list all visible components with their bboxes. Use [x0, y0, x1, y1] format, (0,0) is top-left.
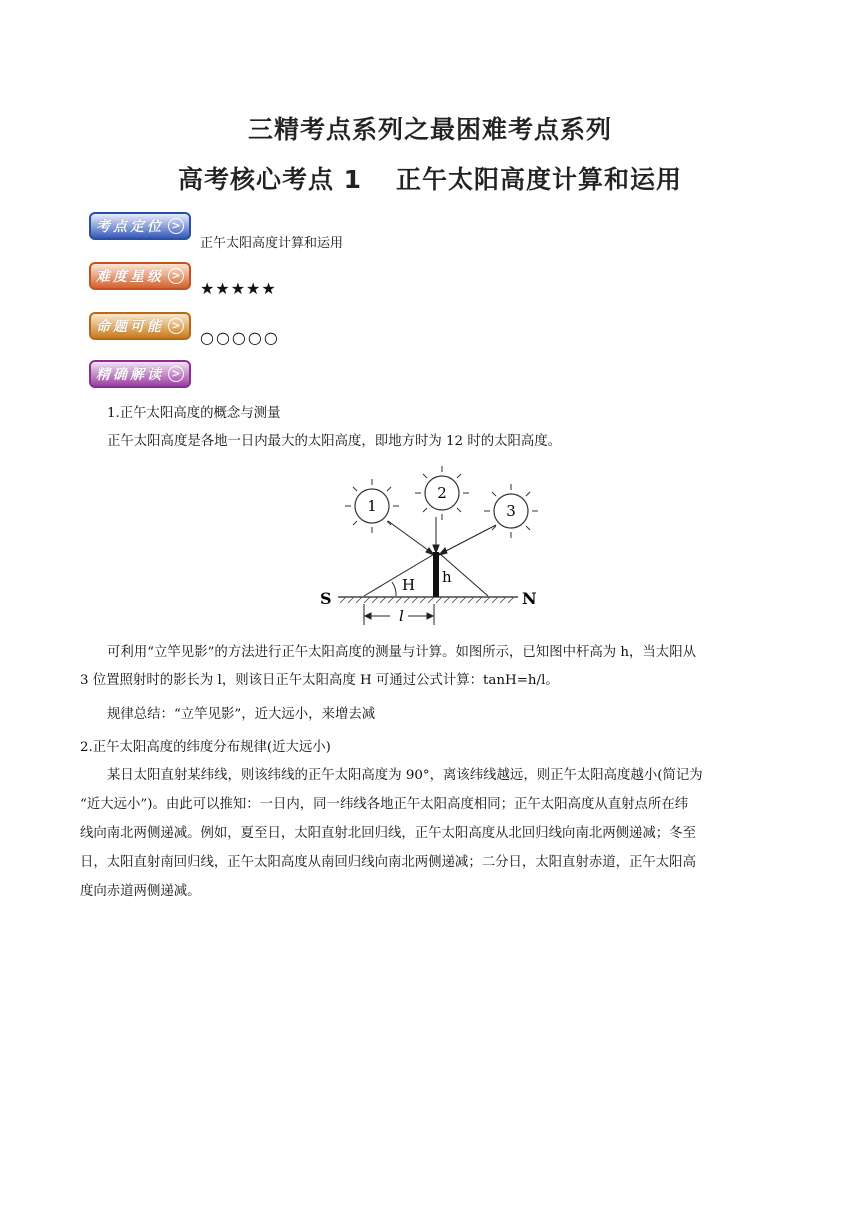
arrow-circle-icon: >	[168, 366, 184, 382]
subtitle-part-a: 高考核心考点 1	[177, 165, 363, 194]
sun-2-label: 2	[437, 484, 447, 502]
badge-interpretation-label: 精确解读	[96, 367, 164, 383]
pole	[433, 552, 439, 597]
angle-H-label: H	[402, 576, 416, 594]
sun-pole-diagram	[310, 455, 550, 627]
section1-heading: 1.正午太阳高度的概念与测量	[107, 406, 281, 421]
section2-line3: 线向南北两侧递减。例如，夏至日，太阳直射北回归线，正午太阳高度从北回归线向南北两侧递减；冬至	[80, 826, 696, 841]
badge-difficulty-label: 难度星级	[96, 269, 164, 285]
section1-paragraph2-line1: 可利用“立竿见影”的方法进行正午太阳高度的测量与计算。如图所示，已知图中杆高为 h，当太阳从	[107, 645, 696, 660]
arrow-circle-icon: >	[168, 268, 184, 284]
section2-line5: 度向赤道两侧递减。	[80, 884, 201, 899]
arrow-circle-icon: >	[168, 318, 184, 334]
length-l-label: l	[399, 607, 404, 625]
page-title: 三精考点系列之最困难考点系列	[247, 115, 612, 144]
badge-likelihood	[89, 312, 191, 340]
south-label: S	[320, 589, 332, 608]
sun-3-label: 3	[506, 502, 516, 520]
section2-line2: “近大远小”)。由此可以推知：一日内，同一纬线各地正午太阳高度相同；正午太阳高度从直射点所在纬	[80, 797, 689, 812]
badge-exam-point-label: 考点定位	[96, 219, 164, 235]
subtitle-part-b: 正午太阳高度计算和运用	[396, 165, 683, 194]
section1-summary: 规律总结：“立竿见影”，近大远小，来增去减	[107, 707, 376, 722]
section2-line4: 日，太阳直射南回归线，正午太阳高度从南回归线向南北两侧递减；二分日，太阳直射赤道，正午太阳高	[80, 855, 696, 870]
badge-exam-point	[89, 212, 191, 240]
north-label: N	[522, 589, 537, 608]
section2-line1: 某日太阳直射某纬线，则该纬线的正午太阳高度为 90°，离该纬线越远，则正午太阳高度越小(简记为	[107, 768, 703, 783]
page-subtitle	[0, 160, 860, 196]
arrow-circle-icon: >	[168, 218, 184, 234]
section1-paragraph1: 正午太阳高度是各地一日内最大的太阳高度，即地方时为 12 时的太阳高度。	[107, 434, 562, 449]
section2-heading: 2.正午太阳高度的纬度分布规律(近大远小)	[80, 740, 331, 755]
difficulty-stars: ★★★★★	[200, 279, 277, 298]
exam-point-text: 正午太阳高度计算和运用	[200, 236, 344, 251]
badge-difficulty	[89, 262, 191, 290]
badge-interpretation	[89, 360, 191, 388]
sun-1-label: 1	[367, 497, 377, 515]
section1-paragraph2-line2: 3 位置照射时的影长为 l，则该日正午太阳高度 H 可通过公式计算：tanH=h/l。	[80, 673, 559, 688]
badge-likelihood-label: 命题可能	[96, 319, 164, 335]
height-h-label: h	[442, 568, 452, 586]
likelihood-circles: ○○○○○	[200, 328, 280, 347]
